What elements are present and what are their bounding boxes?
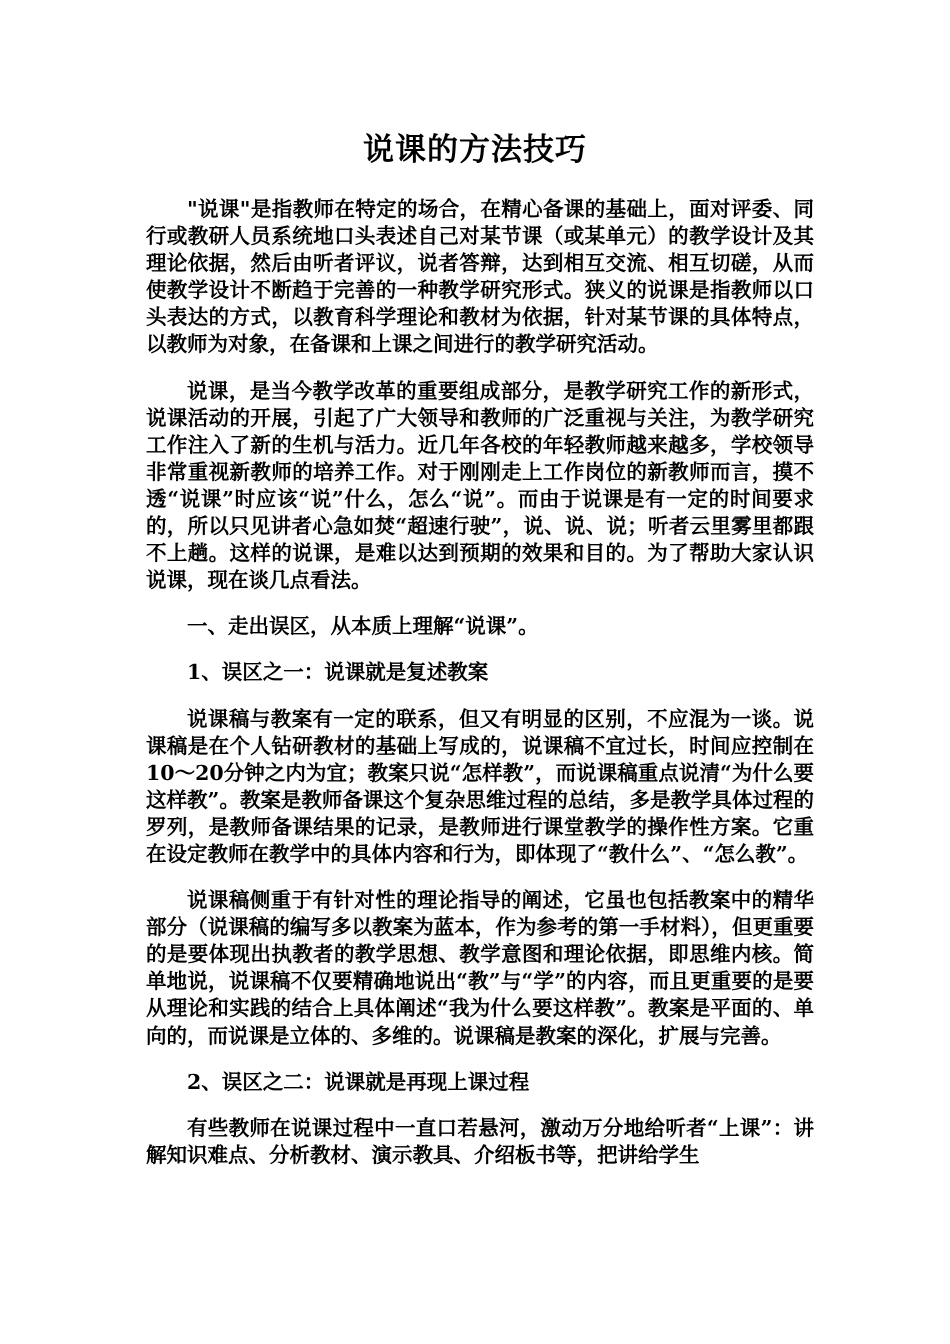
section-heading-1: 一、走出误区，从本质上理解“说课”。 [187, 614, 539, 639]
paragraph-reenacting-class: 有些教师在说课过程中一直口若悬河，激动万分地给听者“上课”：讲解知识难点、分析教材、演示教具、介绍板书等，把讲给学生 [146, 1115, 814, 1167]
paragraph-theory-emphasis: 说课稿侧重于有针对性的理论指导的阐述，它虽也包括教案中的精华部分（说课稿的编写多以教案为蓝本，作为参考的第一手材料），但更重要的是要体现出执教者的教学思想、教学意图和理论依据，即思维内核。简单地说，说课稿不仅要精确地说出“教”与“学”的内容，而且更重要的是要从理论和实践的结合上具体阐述“我为什么要这样教”。教案是平面的、单向的，而说课是立体的、多维的。说课稿是教案的深化，扩展与完善。 [146, 888, 814, 1048]
paragraph-definition: "说课"是指教师在特定的场合，在精心备课的基础上，面对评委、同行或教研人员系统地口头表述自己对某节课（或某单元）的教学设计及其理论依据，然后由听者评议，说者答辩，达到相互交流、相互切磋，从而使教学设计不断趋于完善的一种教学研究形式。狭义的说课是指教师以口头表达的方式，以教育科学理论和教材为依据，针对某节课的具体特点，以教师为对象，在备课和上课之间进行的教学研究活动。 [146, 197, 814, 357]
subsection-heading-2: 2、误区之二：说课就是再现上课过程 [187, 1069, 530, 1094]
document-title: 说课的方法技巧 [363, 132, 587, 168]
subsection-heading-1: 1、误区之一：说课就是复述教案 [187, 660, 489, 685]
paragraph-lesson-plan-difference: 说课稿与教案有一定的联系，但又有明显的区别，不应混为一谈。说课稿是在个人钻研教材的基础上写成的，说课稿不宜过长，时间应控制在10～20分钟之内为宜；教案只说“怎样教”，而说课稿重点说清“为什么要这样教”。教案是教师备课这个复杂思维过程的总结，多是教学具体过程的罗列，是教师备课结果的记录，是教师进行课堂教学的操作性方案。它重在设定教师在教学中的具体内容和行为，即体现了“教什么”、“怎么教”。 [146, 706, 814, 866]
document-body [146, 196, 814, 1188]
paragraph-importance: 说课，是当今教学改革的重要组成部分，是教学研究工作的新形式，说课活动的开展，引起了广大领导和教师的广泛重视与关注，为教学研究工作注入了新的生机与活力。近几年各校的年轻教师越来越多，学校领导非常重视新教师的培养工作。对于刚刚走上工作岗位的新教师而言，摸不透“说课”时应该“说”什么，怎么“说”。而由于说课是有一定的时间要求的，所以只见讲者心急如焚“超速行驶”，说、说、说；听者云里雾里都跟不上趟。这样的说课，是难以达到预期的效果和目的。为了帮助大家认识说课，现在谈几点看法。 [146, 378, 814, 593]
